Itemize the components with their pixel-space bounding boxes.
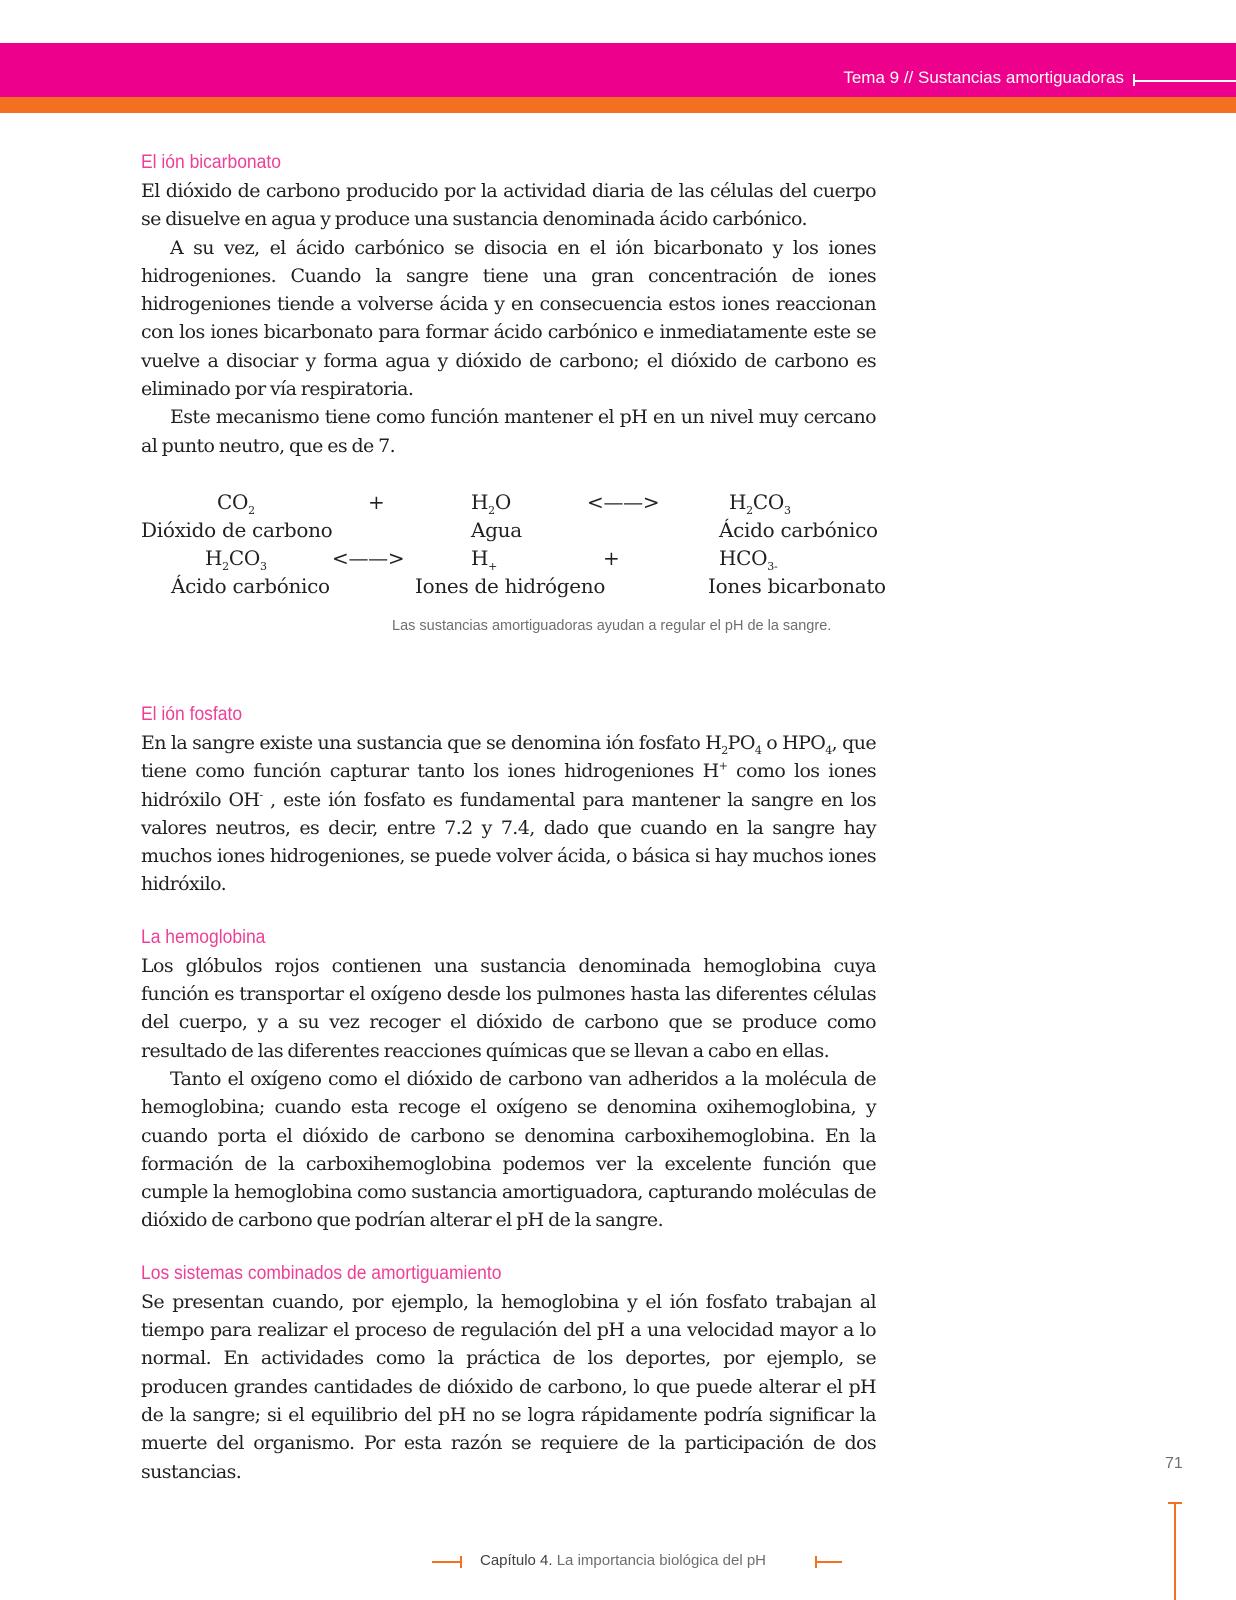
header-title: Tema 9 // Sustancias amortiguadoras	[843, 68, 1124, 87]
label-agua: Agua	[471, 517, 522, 542]
formula-h2co3: $H_2CO_3$	[729, 489, 791, 517]
section-heading: Los sistemas combinados de amortiguamiento	[141, 1262, 502, 1284]
paragraph: En la sangre existe una sustancia que se denomina ión fosfato $H_2PO_4$ o $HPO_4$, que tiene como función capturar tanto los iones hidrogeniones H+ como los iones hidróxilo OH- , este ión fosfato es fundamental para mantener la sangre en los valores neutros, es decir, entre 7.2 y 7.4, dado que cuando en la sangre hay muchos iones hidrogeniones, se puede volver ácida, o básica si hay muchos iones hidróxilo.	[141, 731, 877, 896]
paragraph: Se presentan cuando, por ejemplo, la hemoglobina y el ión fosfato trabajan al tiempo para realizar el proceso de regulación del pH a una velocidad mayor a lo normal. En actividades como la práctica de los deportes, por ejemplo, se producen grandes cantidades de dióxido de carbono, lo que puede alterar el pH de la sangre; si el equilibrio del pH no se logra rápidamente podría significar la muerte del organismo. Por esta razón se requiere de la participación de dos sustancias.	[141, 1290, 876, 1483]
footer-rule-right	[816, 1561, 842, 1563]
plus-sign: +	[603, 545, 620, 570]
label-dioxido: Dióxido de carbono	[141, 517, 333, 542]
paragraph: Este mecanismo tiene como función mantener el pH en un nivel muy cercano al punto neutro, que es de 7.	[141, 406, 876, 457]
footer-chapter-number: Capítulo 4.	[480, 1552, 553, 1569]
equilibrium-arrow: <——>	[587, 489, 660, 514]
formula-h2co3: $H_2CO_3$	[205, 545, 267, 573]
spacer	[141, 1235, 876, 1261]
footer-chapter	[480, 1552, 766, 1569]
paragraph: El dióxido de carbono producido por la actividad diaria de las células del cuerpo se disuelve en agua y produce una sustancia denominada ácido carbónico.	[141, 180, 876, 231]
label-iones-hidrogeno: Iones de hidrógeno	[415, 573, 606, 598]
footer-rule-left-cap	[460, 1556, 462, 1568]
page-content	[141, 150, 886, 1486]
header-accent-band	[0, 97, 1236, 113]
header-rule	[1133, 80, 1236, 82]
label-acido: Ácido carbónico	[171, 573, 330, 598]
chemical-equations	[141, 489, 886, 605]
formula-h-ion: $H_+$	[471, 545, 498, 573]
side-rule	[1174, 1503, 1176, 1600]
section-heading: El ión fosfato	[141, 703, 243, 725]
section-fosfato	[141, 702, 876, 899]
equilibrium-arrow: <——>	[332, 545, 405, 570]
section-combinados	[141, 1261, 876, 1486]
paragraph: Los glóbulos rojos contienen una sustancia denominada hemoglobina cuya función es transportar el oxígeno desde los pulmones hasta las diferentes células del cuerpo, y a su vez recoger el dióxido de carbono que se produce como resultado de las diferentes reacciones químicas que se llevan a cabo en ellas.	[141, 954, 876, 1062]
plus-sign: +	[368, 489, 385, 514]
section-heading: La hemoglobina	[141, 926, 266, 948]
section-hemoglobina	[141, 925, 876, 1235]
page-number: 71	[1165, 1455, 1183, 1472]
footer-rule-left	[432, 1561, 461, 1563]
formula-h2o: $H_2O$	[471, 489, 511, 517]
section-heading: El ión bicarbonato	[141, 152, 281, 173]
figure-caption: Las sustancias amortiguadoras ayudan a regular el pH de la sangre.	[392, 618, 832, 634]
formula-co2: $CO_2$	[217, 489, 255, 517]
formula-hco3: $HCO_{3-}$	[719, 545, 778, 573]
section-bicarbonato	[141, 150, 876, 460]
paragraph: A su vez, el ácido carbónico se disocia en el ión bicarbonato y los iones hidrogeniones. Cuando la sangre tiene una gran concentración de iones hidrogeniones tiende a volverse ácida y en consecuencia estos iones reaccionan con los iones bicarbonato para formar ácido carbónico e inmediatamente este se vuelve a disociar y forma agua y dióxido de carbono; el dióxido de carbono es eliminado por vía respiratoria.	[141, 236, 876, 401]
label-iones-bicarbonato: Iones bicarbonato	[708, 573, 886, 598]
label-acido: Ácido carbónico	[719, 517, 878, 542]
footer	[432, 1550, 842, 1572]
footer-chapter-title: La importancia biológica del pH	[552, 1552, 767, 1569]
paragraph: Tanto el oxígeno como el dióxido de carbono van adheridos a la molécula de hemoglobina; cuando esta recoge el oxígeno se denomina oxihemoglobina, y cuando porta el dióxido de carbono se denomina carboxihemoglobina. En la formación de la carboxihemoglobina podemos ver la excelente función que cumple la hemoglobina como sustancia amortiguadora, capturando moléculas de dióxido de carbono que podrían alterar el pH de la sangre.	[141, 1067, 876, 1232]
spacer	[141, 899, 876, 925]
